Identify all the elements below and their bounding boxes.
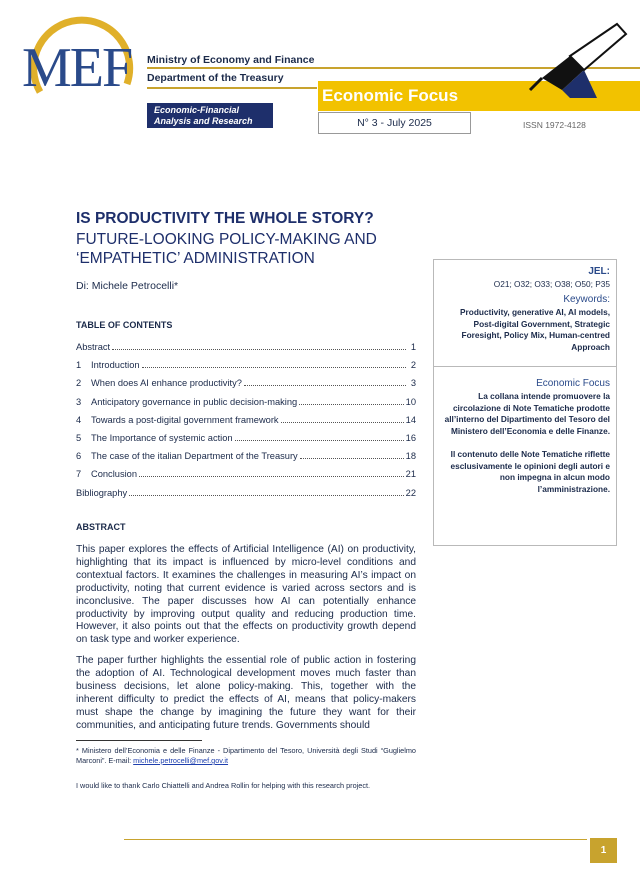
author-email-link[interactable]: michele.petrocelli@mef.gov.it: [133, 756, 229, 765]
issue-number: N° 3 - July 2025: [318, 112, 471, 134]
toc-entry[interactable]: [76, 415, 416, 433]
footer-rule: [124, 839, 587, 840]
toc-number: 3: [76, 396, 82, 407]
toc-label: Introduction: [91, 360, 140, 371]
toc-entry[interactable]: [76, 360, 416, 378]
keywords: Productivity, generative AI, AI models, Post-digital Government, Strategic Foresight, Policy Mix, Human-centred Approach: [460, 307, 610, 352]
toc-label: The case of the italian Department of the Treasury: [91, 451, 298, 462]
toc-entry[interactable]: [76, 378, 416, 396]
series-description: [440, 391, 610, 507]
paper-subtitle: FUTURE-LOOKING POLICY-MAKING AND ‘EMPATHETIC’ ADMINISTRATION: [76, 231, 377, 267]
acknowledgements: I would like to thank Carlo Chiattelli and Andrea Rollin for helping with this research project.: [76, 781, 371, 790]
unit-line-2: Analysis and Research: [154, 116, 253, 126]
toc-label: Towards a post-digital government framework: [91, 414, 279, 425]
unit-box: [147, 103, 273, 128]
toc-leader: [112, 349, 406, 350]
toc-page: 2: [410, 360, 416, 371]
toc-page: 18: [405, 451, 416, 462]
series-paragraph: Il contenuto delle Note Tematiche riflette esclusivamente le opinioni degli autori e non impegna in alcun modo l’amministrazione.: [450, 449, 610, 494]
ministry-name: Ministry of Economy and Finance: [147, 54, 315, 66]
toc-number: 4: [76, 414, 82, 425]
toc-page: 3: [410, 378, 416, 389]
series-banner: Economic Focus: [318, 81, 640, 111]
toc-page: 21: [405, 469, 416, 480]
toc-entry[interactable]: [76, 488, 416, 506]
toc-label: Conclusion: [91, 469, 137, 480]
toc-label: Bibliography: [76, 487, 128, 498]
mef-logo: MEF: [22, 37, 132, 99]
footnote-text: * Ministero dell’Economia e delle Finanze - Dipartimento del Tesoro, Università degli Studi “Guglielmo Marconi”. E-mail:: [76, 746, 416, 765]
toc-page: 14: [405, 414, 416, 425]
table-of-contents: [76, 342, 416, 506]
abstract-heading: ABSTRACT: [76, 522, 126, 532]
toc-entry[interactable]: [76, 397, 416, 415]
series-paragraph: La collana intende promuovere la circolazione di Note Tematiche prodotte all’interno del Dipartimento del Tesoro del Ministero dell’Economia e delle Finanze.: [444, 391, 610, 436]
toc-leader: [244, 385, 406, 386]
toc-entry[interactable]: [76, 469, 416, 487]
abstract-body: [76, 544, 416, 741]
toc-entry[interactable]: [76, 342, 416, 360]
department-rule: [147, 87, 317, 89]
footnote-rule: [76, 740, 202, 741]
keywords-label: Keywords:: [563, 294, 610, 305]
toc-heading: TABLE OF CONTENTS: [76, 320, 173, 330]
toc-number: 2: [76, 378, 82, 389]
toc-page: 16: [405, 432, 416, 443]
abstract-paragraph: This paper explores the effects of Artificial Intelligence (AI) on productivity, highlighting that its impact is influenced by micro-level conditions and contextual factors. It examines the challenges in measuring AI’s impact on productivity, noting that current evidence is varied across sectors and is inconclusive. The paper discusses how AI can potentially enhance productivity by improving output quality and reducing production time. However, it also points out that the effects on productivity growth depend on task type and worker experience.: [76, 544, 416, 646]
toc-label: Abstract: [76, 342, 111, 352]
toc-leader: [300, 458, 404, 459]
toc-leader: [142, 367, 406, 368]
toc-label: When does AI enhance productivity?: [91, 378, 242, 389]
toc-label: Anticipatory governance in public decision-making: [91, 396, 298, 407]
toc-number: 1: [76, 360, 82, 371]
toc-leader: [139, 476, 404, 477]
toc-page: 1: [410, 342, 416, 352]
sidebar-divider: [433, 366, 617, 367]
abstract-paragraph: The paper further highlights the essential role of public action in fostering the adoption of AI. Technological development moves much faster than business decisions, let alone policy-making. This, together with the inherent difficulty to predict the effects of AI, means that policy-makers must shape the change by imagining the future they want for their communities, and anticipating future trends. Governments should: [76, 655, 416, 731]
toc-number: 5: [76, 432, 82, 443]
page-number: 1: [590, 838, 617, 863]
issn: ISSN 1972-4128: [523, 120, 586, 130]
toc-leader: [235, 440, 404, 441]
toc-leader: [129, 495, 403, 496]
pen-nib-icon: [522, 20, 632, 100]
toc-number: 7: [76, 469, 82, 480]
toc-page: 10: [405, 396, 416, 407]
department-name: Department of the Treasury: [147, 72, 284, 84]
footnote: [76, 746, 416, 766]
toc-entry[interactable]: [76, 433, 416, 451]
toc-leader: [299, 404, 403, 405]
jel-codes: O21; O32; O33; O38; O50; P35: [493, 279, 610, 289]
toc-leader: [281, 422, 404, 423]
author-line: Di: Michele Petrocelli*: [76, 280, 179, 292]
paper-title: IS PRODUCTIVITY THE WHOLE STORY?: [76, 210, 374, 227]
toc-label: The Importance of systemic action: [91, 432, 233, 443]
toc-number: 6: [76, 451, 82, 462]
jel-label: JEL:: [588, 266, 610, 277]
toc-entry[interactable]: [76, 451, 416, 469]
toc-page: 22: [405, 487, 416, 498]
series-label: Economic Focus: [536, 378, 610, 389]
unit-line-1: Economic-Financial: [154, 105, 240, 115]
